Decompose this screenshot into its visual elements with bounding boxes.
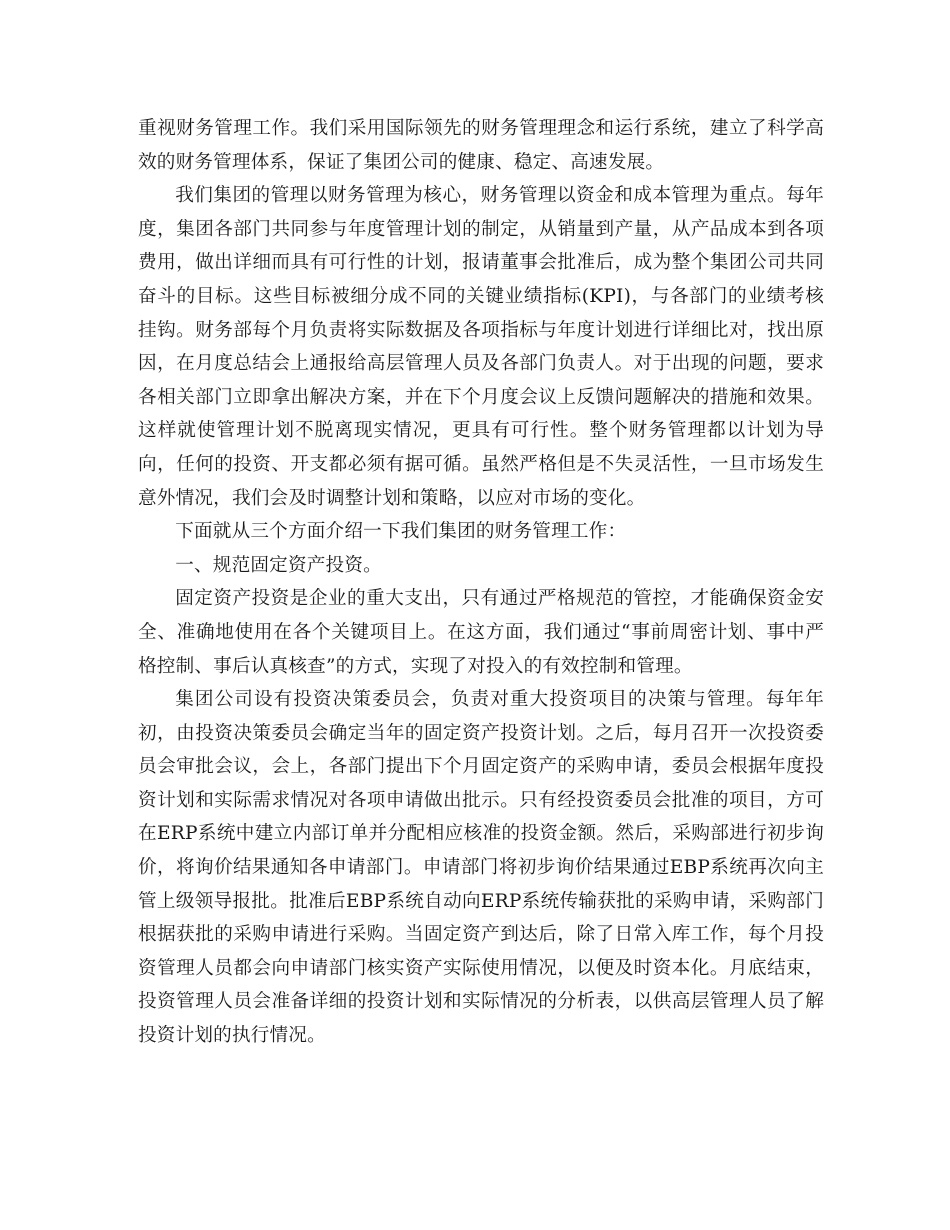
paragraph-intro-three-aspects: 下面就从三个方面介绍一下我们集团的财务管理工作： (175, 521, 627, 543)
paragraph-management-core: 我们集团的管理以财务管理为核心，财务管理以资金和成本管理为重点。每年度，集团各部门共同参与年度管理计划的制定，从销量到产量，从产品成本到各项费用，做出详细而具有可行性的计划，报请董事会批准后，成为整个集团公司共同奋斗的目标。这些目标被细分成不同的关键业绩指标(KPI)，与各部门的业绩考核挂钩。财务部每个月负责将实际数据及各项指标与年度计划进行详细比对，找出原因，在月度总结会上通报给高层管理人员及各部门负责人。对于出现的问题，要求各相关部门立即拿出解决方案，并在下个月度会议上反馈问题解决的措施和效果。这样就使管理计划不脱离现实情况，更具有可行性。整个财务管理都以计划为导向，任何的投资、开支都必须有据可循。虽然严格但是不失灵活性，一旦市场发生意外情况，我们会及时调整计划和策略，以应对市场的变化。 (138, 185, 824, 509)
paragraph-continuation: 重视财务管理工作。我们采用国际领先的财务管理理念和运行系统，建立了科学高效的财务管理体系，保证了集团公司的健康、稳定、高速发展。 (138, 118, 824, 173)
paragraph-fixed-asset-investment: 固定资产投资是企业的重大支出，只有通过严格规范的管控，才能确保资金安全、准确地使用在各个关键项目上。在这方面，我们通过“事前周密计划、事中严格控制、事后认真核查”的方式，实现了对投入的有效控制和管理。 (138, 588, 824, 677)
document-body (138, 112, 824, 1053)
paragraph-investment-committee: 集团公司设有投资决策委员会，负责对重大投资项目的决策与管理。每年年初，由投资决策委员会确定当年的固定资产投资计划。之后，每月召开一次投资委员会审批会议，会上，各部门提出下个月固定资产的采购申请，委员会根据年度投资计划和实际需求情况对各项申请做出批示。只有经投资委员会批准的项目，方可在ERP系统中建立内部订单并分配相应核准的投资金额。然后，采购部进行初步询价，将询价结果通知各申请部门。申请部门将初步询价结果通过EBP系统再次向主管上级领导报批。批准后EBP系统自动向ERP系统传输获批的采购申请，采购部门根据获批的采购申请进行采购。当固定资产到达后，除了日常入库工作，每个月投资管理人员都会向申请部门核实资产实际使用情况，以便及时资本化。月底结束，投资管理人员会准备详细的投资计划和实际情况的分析表，以供高层管理人员了解投资计划的执行情况。 (138, 689, 824, 1047)
section-heading-fixed-assets: 一、规范固定资产投资。 (175, 554, 382, 576)
